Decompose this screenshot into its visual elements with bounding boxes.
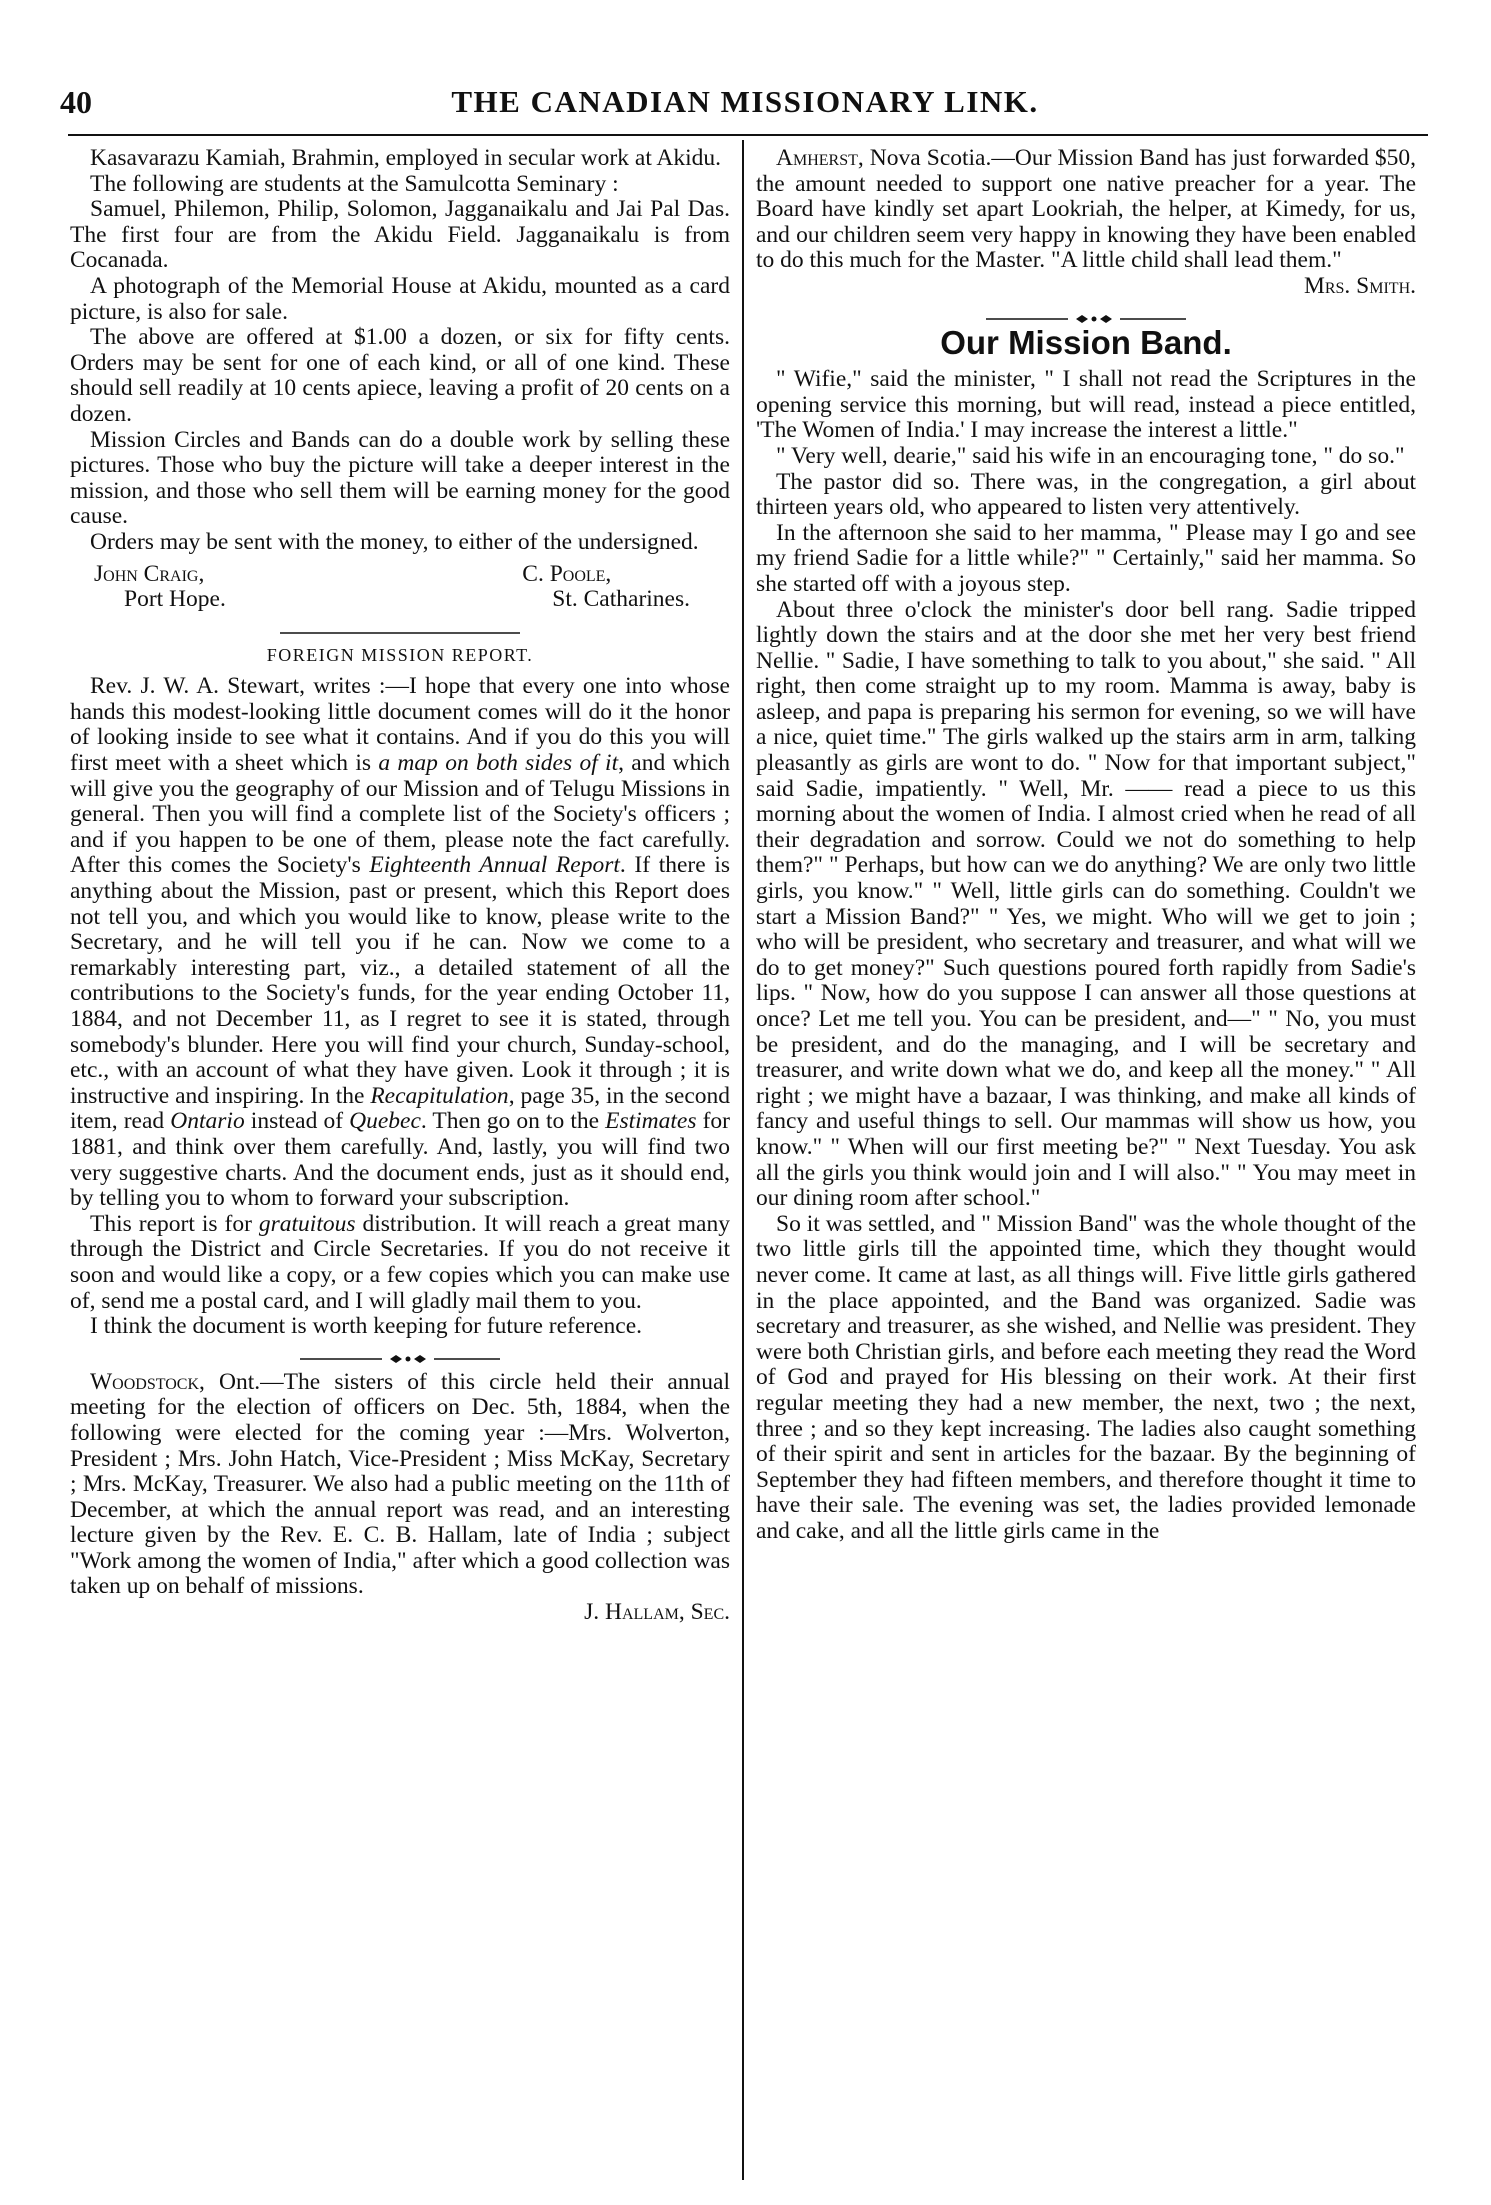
page-header <box>60 84 1430 128</box>
signatory-place: St. Catharines. <box>552 586 690 613</box>
woodstock-paragraph: Woodstock, Ont.—The sisters of this circle held their annual meeting for the election of officers on Dec. 5th, 1884, when the following were elected for the coming year :—Mrs. Wolverton, President ; Mrs. John Hatch, Vice-President ; Miss McKay, Secretary ; Mrs. McKay, Treasurer. We also had a public meeting on the 11th of December, at which the annual report was read, and an interesting lecture given by the Rev. E. C. B. Hallam, late of India ; subject "Work among the women of India," after which a good collection was taken up on behalf of missions. <box>70 1368 730 1600</box>
paragraph: A photograph of the Memorial House at Akidu, mounted as a card picture, is also for sale. <box>70 272 730 325</box>
woodstock-signature: J. Hallam, Sec. <box>584 1599 730 1626</box>
section-separator-ornament <box>70 1346 730 1362</box>
story-paragraph: The pastor did so. There was, in the congregation, a girl about thirteen years old, who appeared to listen very attentively. <box>756 468 1416 521</box>
signatory-place: Port Hope. <box>124 586 226 613</box>
signatory-name: John Craig, <box>94 560 205 587</box>
report-paragraph: Rev. J. W. A. Stewart, writes :—I hope that every one into whose hands this modest-looking little document comes will do it the honor of looking inside to see what it contains. And if you do this you will first meet with a sheet which is a map on both sides of it, and which will give you the geography of our Mission and of Telugu Missions in general. Then you will find a complete list of the Society's officers ; and if you happen to be one of them, please note the fact carefully. After this comes the Society's Eighteenth Annual Report. If there is anything about the Mission, past or present, which this Report does not tell you, and which you would like to know, please write to the Secretary, and he will tell you if he can. Now we come to a remarkably interesting part, viz., a detailed statement of all the contributions to the Society's funds, for the year ending October 11, 1884, and not December 11, as I regret to see it is stated, through somebody's blunder. Here you will find your church, Sunday-school, etc., with an account of what they have given. Look it through ; it is instructive and inspiring. In the Recapitulation, page 35, in the second item, read Ontario instead of Quebec. Then go on to the Estimates for 1881, and think over them carefully. And, lastly, you will find two very suggestive charts. And the document ends, just as it should end, by telling you to whom to forward your subscription. <box>70 673 731 1212</box>
report-paragraph: I think the document is worth keeping for future reference. <box>90 1313 643 1340</box>
story-paragraph: " Wifie," said the minister, " I shall not read the Scriptures in the opening service this morning, but will read, instead a piece entitled, 'The Women of India.' I may increase the interest a little." <box>756 366 1416 444</box>
story-paragraph: In the afternoon she said to her mamma, " Please may I go and see my friend Sadie for a little while?" " Certainly," said her mamma. So she started off with a joyous step. <box>756 519 1416 597</box>
paragraph: Mission Circles and Bands can do a double work by selling these pictures. Those who buy the picture will take a deeper interest in the mission, and those who sell them will be earning money for the good cause. <box>70 426 730 530</box>
page-number: 40 <box>60 84 92 120</box>
story-paragraph: " Very well, dearie," said his wife in an encouraging tone, " do so." <box>776 442 1405 469</box>
paragraph: Kasavarazu Kamiah, Brahmin, employed in secular work at Akidu. <box>90 145 722 171</box>
signatory-name: C. Poole, <box>522 560 612 587</box>
section-heading: Our Mission Band. <box>940 323 1232 361</box>
story-paragraph: About three o'clock the minister's door bell rang. Sadie tripped lightly down the stairs and at the door she met her very best friend Nellie. " Sadie, I have something to talk to you about," she said. " All right, then come straight up to my room. Mamma is away, baby is asleep, and papa is preparing his sermon for evening, so we will have a nice, quiet time." The girls walked up the stairs arm in arm, talking pleasantly as girls are wont to do. " Now for that important subject," said Sadie, impatiently. " Well, Mr. —— read a piece to us this morning about the women of India. I almost cried when he read of all their degradation and sorrow. Could we not do something to help them?" " Perhaps, but how can we do anything? We are only two little girls, you know." " Well, little girls can do something. Couldn't we start a Mission Band?" " Yes, we might. Who will we get to join ; who will be president, who secretary and treasurer, and what will we do to get money?" Such questions poured forth rapidly from Sadie's lips. " Now, how do you suppose I can answer all those questions at once? Let me tell you. You can be president, and—" " No, you must be president, and do the managing, and I will be secretary and treasurer, and write down what we do, and keep all the money." " All right ; we might have a bazaar, I was thinking, and make all kinds of fancy and useful things to sell. Our mammas will show us how, you know." " When will our first meeting be?" " Next Tuesday. You ask all the girls you think would join and I will also." " You may meet in our dining room after school." <box>756 596 1416 1212</box>
running-title: THE CANADIAN MISSIONARY LINK. <box>451 84 1039 119</box>
section-separator-ornament <box>756 306 1416 322</box>
amherst-signature: Mrs. Smith. <box>1303 272 1416 299</box>
section-heading: FOREIGN MISSION REPORT. <box>266 644 534 665</box>
paragraph: Orders may be sent with the money, to either of the undersigned. <box>90 528 699 555</box>
signature-block <box>70 558 730 613</box>
paragraph: Samuel, Philemon, Philip, Solomon, Jagganaikalu and Jai Pal Das. The first four are from the Akidu Field. Jagganaikalu is from Cocanada. <box>70 196 730 274</box>
paragraph: The following are students at the Samulcotta Seminary : <box>90 170 619 197</box>
section-separator-rule <box>70 619 730 635</box>
signatory-craig <box>94 562 226 613</box>
column-divider <box>742 140 744 2180</box>
header-rule <box>68 134 1428 136</box>
paragraph: The above are offered at $1.00 a dozen, or six for fifty cents. Orders may be sent for one of each kind, or all of one kind. These should sell readily at 10 cents apiece, leaving a profit of 20 cents on a dozen. <box>70 324 730 427</box>
signatory-poole <box>522 562 690 613</box>
report-paragraph: This report is for gratuitous distribution. It will reach a great many through the District and Circle Secretaries. If you do not receive it soon and would like a copy, or a few copies which you can make use of, send me a postal card, and I will gladly mail them to you. <box>70 1210 730 1314</box>
left-column <box>70 146 730 1626</box>
amherst-paragraph: Amherst, Nova Scotia.—Our Mission Band has just forwarded $50, the amount needed to support one native preacher for a year. The Board have kindly set apart Lookriah, the helper, at Kimedy, for us, and our children seem very happy in knowing they have been enabled to do this much for the Master. "A little child shall lead them." <box>756 145 1416 274</box>
story-paragraph: So it was settled, and " Mission Band" was the whole thought of the two little girls till the appointed time, which they thought would never come. It came at last, as all things will. Five little girls gathered in the place appointed, and the Band was organized. Sadie was secretary and treasurer, as she wished, and Nellie was president. They were both Christian girls, and before each meeting they read the Word of God and prayed for His blessing on their work. At their first regular meeting they had a new member, the next, two ; the next, three ; and so they kept increasing. The ladies also caught something of their spirit and sent in articles for the bazaar. By the beginning of September they had fifteen members, and therefore thought it time to have their sale. The evening was set, the ladies provided lemonade and cake, and all the little girls came in the <box>756 1210 1416 1544</box>
right-column <box>756 146 1416 1544</box>
